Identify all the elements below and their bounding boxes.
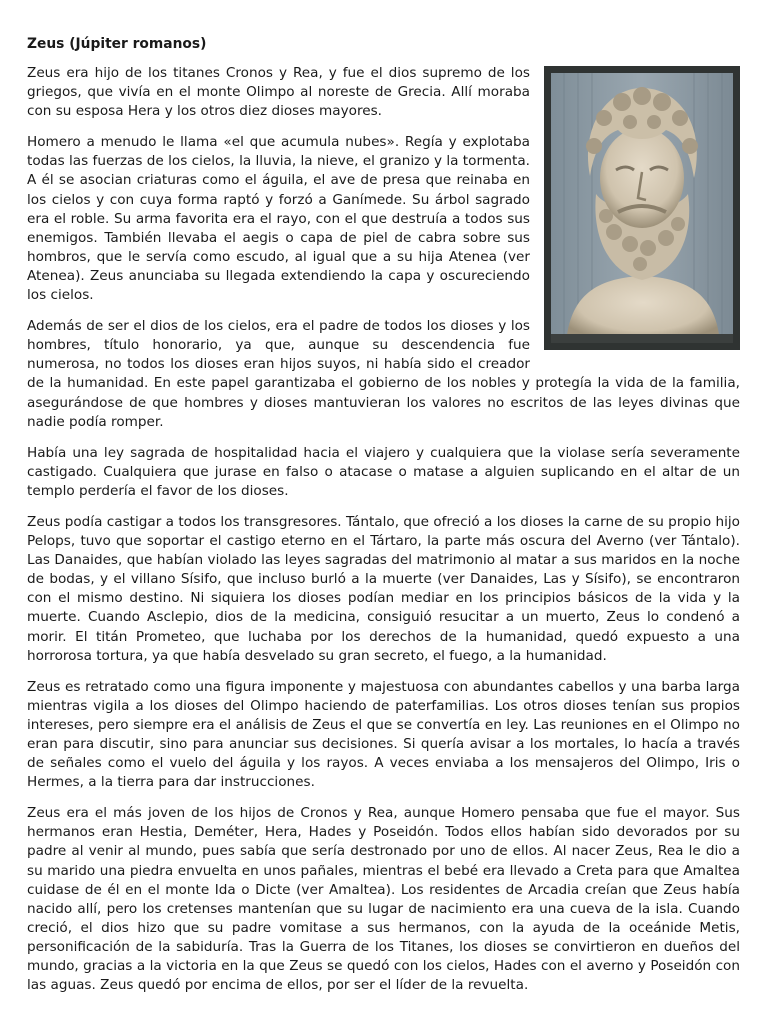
paragraph-1: Zeus era hijo de los titanes Cronos y Rea, y fue el dios supremo de los griegos, que vivía en el monte Olimpo al noreste de Grecia. Allí moraba con su esposa Hera y los otros diez dioses mayores. [27,65,530,120]
paragraph-3: Además de ser el dios de los cielos, era el padre de todos los dioses y los hombres, título honorario, ya que, aunque su descendencia fue numerosa, no todos los dioses eran hijos suyos, ni había sido el creador de la humanidad. En este papel garantizaba el gobierno de los nobles y protegía la vida de la familia, asegurándose de que hombres y dioses mantuvieran los valores no escritos de las leyes divinas que nadie podía romper. [27,318,740,430]
paragraph-6: Zeus es retratado como una figura imponente y majestuosa con abundantes cabellos y una barba larga mientras vigila a los dioses del Olimpo haciendo de paterfamilias. Los otros dioses tenían sus propios intereses, pero siempre era el análisis de Zeus el que se convertía en ley. Las reuniones en el Olimpo no eran para discutir, sino para anunciar sus decisiones. Si quería avisar a los mortales, lo hacía a través de señales como el vuelo del águila y los rayos. A veces enviaba a los mensajeros del Olimpo, Iris o Hermes, a la tierra para dar instrucciones. [27,678,740,791]
paragraph-2: Homero a menudo le llama «el que acumula nubes». Regía y explotaba todas las fuerzas de los cielos, la lluvia, la nieve, el granizo y la tormenta. A él se asocian criaturas como el águila, el ave de presa que reinaba en los cielos y con cuya forma raptó y forzó a Ganímede. Su árbol sagrado era el roble. Su arma favorita era el rayo, con el que destruía a todos sus enemigos. También llevaba el aegis o capa de piel de cabra sobre sus hombros, que le servía como escudo, al igual que a su hija Atenea (ver Atenea). Zeus anunciaba su llegada extendiendo la capa y oscureciendo los cielos. [27,134,530,304]
document-title: Zeus (Júpiter romanos) [27,36,207,52]
paragraph-5: Zeus podía castigar a todos los transgresores. Tántalo, que ofreció a los dioses la carne de su propio hijo Pelops, tuvo que soportar el castigo eterno en el Tártaro, la parte más oscura del Averno (ver Tántalo). Las Danaides, que habían violado las leyes sagradas del matrimonio al matar a sus maridos en la noche de bodas, y el villano Sísifo, que incluso burló a la muerte (ver Danaides, Las y Sísifo), se encontraron con el mismo destino. Ni siquiera los dioses podían mediar en los principios básicos de la vida y la muerte. Cuando Asclepio, dios de la medicina, consiguió resucitar a un muerto, Zeus lo condenó a morir. El titán Prometeo, que luchaba por los derechos de la humanidad, quedó expuesto a una horrorosa tortura, ya que había desvelado su gran secreto, el fuego, a la humanidad. [27,513,740,664]
zeus-bust-image [544,66,740,350]
paragraph-4: Había una ley sagrada de hospitalidad hacia el viajero y cualquiera que la violase sería severamente castigado. Cualquiera que jurase en falso o atacase o matase a alguien suplicando en el altar de un templo perdería el favor de los dioses. [27,444,740,499]
paragraph-7: Zeus era el más joven de los hijos de Cronos y Rea, aunque Homero pensaba que fue el mayor. Sus hermanos eran Hestia, Deméter, Hera, Hades y Poseidón. Todos ellos habían sido devorados por su padre al venir al mundo, pues sabía que sería destronado por uno de ellos. Al nacer Zeus, Rea le dio a su marido una piedra envuelta en unos pañales, mientras el bebé era llevado a Creta para que Amaltea cuidase de él en el monte Ida o Dicte (ver Amaltea). Los residentes de Arcadia creían que Zeus había nacido allí, pero los cretenses mantenían que su lugar de nacimiento era una cueva de la isla. Cuando creció, el dios hizo que su padre vomitase a sus hermanos, con la ayuda de la oceánide Metis, personificación de la sabiduría. Tras la Guerra de los Titanes, los dioses se convirtieron en dueños del mundo, gracias a la victoria en la que Zeus se quedó con los cielos, Hades con el averno y Poseidón con las aguas. Zeus quedó por encima de ellos, por ser el líder de la revuelta. [27,805,740,994]
